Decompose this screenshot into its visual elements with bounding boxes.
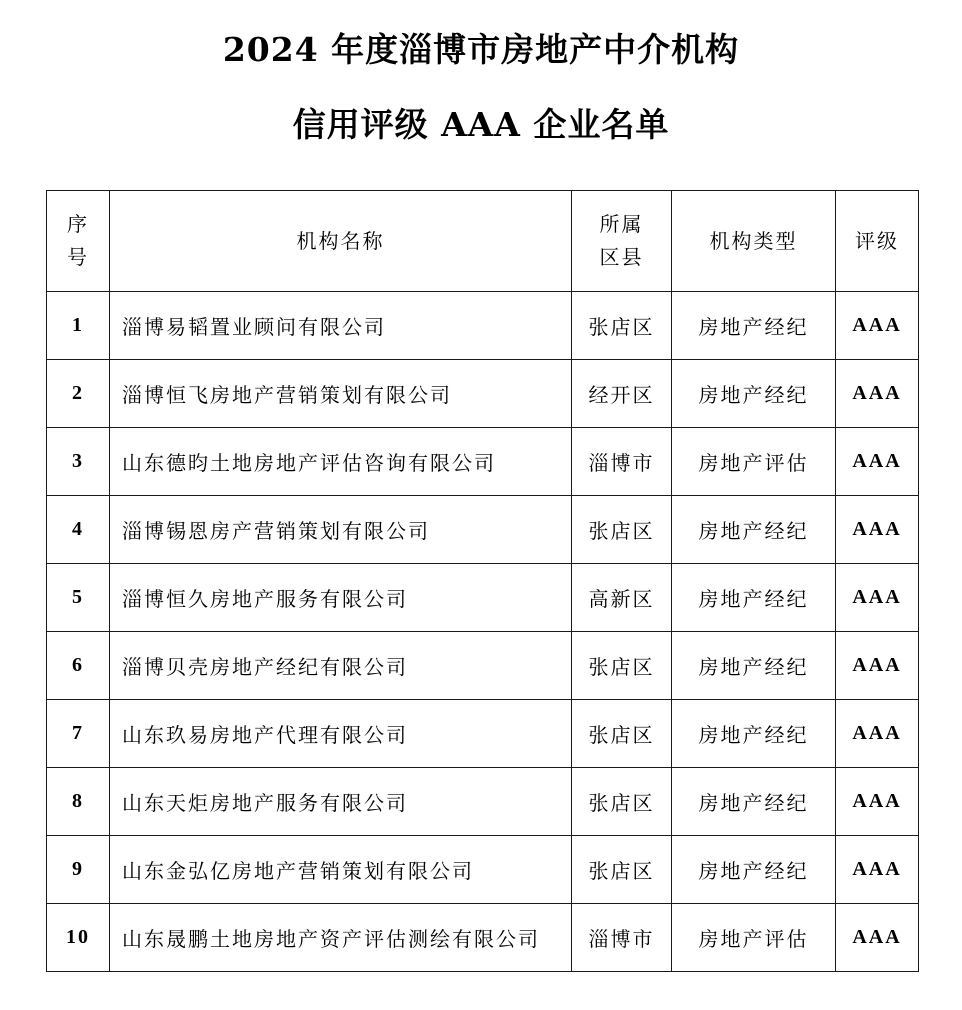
row-rating: AAA [836,496,919,564]
table-row [47,564,919,632]
document-title-line-2: 信用评级 AAA 企业名单 [292,105,670,144]
row-company-name: 山东玖易房地产代理有限公司 [110,700,572,768]
row-serial-number: 4 [47,496,110,564]
row-district: 张店区 [572,632,672,700]
table-header-row [47,191,919,292]
table-row [47,292,919,360]
row-serial-number: 10 [47,904,110,972]
row-district: 张店区 [572,700,672,768]
row-rating: AAA [836,428,919,496]
header-company-name: 机构名称 [110,191,572,292]
row-company-type: 房地产经纪 [672,564,836,632]
row-company-name: 淄博恒久房地产服务有限公司 [110,564,572,632]
row-rating: AAA [836,836,919,904]
row-company-name: 山东晟鹏土地房地产资产评估测绘有限公司 [110,904,572,972]
table-row [47,904,919,972]
row-rating: AAA [836,360,919,428]
table-row [47,836,919,904]
table-row [47,768,919,836]
row-rating: AAA [836,768,919,836]
row-serial-number: 3 [47,428,110,496]
row-company-name: 淄博易韬置业顾问有限公司 [110,292,572,360]
row-district: 高新区 [572,564,672,632]
row-company-name: 淄博贝壳房地产经纪有限公司 [110,632,572,700]
header-district-part-1: 所属 [599,212,644,236]
row-district: 张店区 [572,768,672,836]
header-district-part-2: 区县 [599,245,644,269]
row-company-type: 房地产经纪 [672,700,836,768]
row-serial-number: 7 [47,700,110,768]
row-company-name: 山东金弘亿房地产营销策划有限公司 [110,836,572,904]
header-company-type: 机构类型 [672,191,836,292]
header-serial-number-part-2: 号 [67,245,89,269]
row-company-type: 房地产经纪 [672,632,836,700]
table-row [47,428,919,496]
row-district: 经开区 [572,360,672,428]
header-rating: 评级 [836,191,919,292]
row-company-type: 房地产经纪 [672,360,836,428]
row-rating: AAA [836,632,919,700]
row-serial-number: 9 [47,836,110,904]
row-company-type: 房地产经纪 [672,836,836,904]
table-row [47,496,919,564]
row-serial-number: 1 [47,292,110,360]
row-serial-number: 8 [47,768,110,836]
row-company-type: 房地产经纪 [672,292,836,360]
row-district: 淄博市 [572,428,672,496]
row-company-name: 山东德昀土地房地产评估咨询有限公司 [110,428,572,496]
row-company-name: 山东天炬房地产服务有限公司 [110,768,572,836]
row-district: 张店区 [572,836,672,904]
row-district: 张店区 [572,496,672,564]
table-row [47,360,919,428]
header-serial-number [47,191,110,292]
row-rating: AAA [836,292,919,360]
row-company-type: 房地产评估 [672,904,836,972]
row-company-type: 房地产经纪 [672,496,836,564]
document-title-line-1: 2024 年度淄博市房地产中介机构 [222,30,740,69]
header-district [572,191,672,292]
header-serial-number-part-1: 序 [67,212,89,236]
row-serial-number: 2 [47,360,110,428]
aaa-company-table [46,190,919,972]
row-district: 淄博市 [572,904,672,972]
row-district: 张店区 [572,292,672,360]
row-serial-number: 5 [47,564,110,632]
row-rating: AAA [836,700,919,768]
row-rating: AAA [836,564,919,632]
row-company-type: 房地产评估 [672,428,836,496]
row-company-type: 房地产经纪 [672,768,836,836]
table-row [47,700,919,768]
row-rating: AAA [836,904,919,972]
row-serial-number: 6 [47,632,110,700]
row-company-name: 淄博恒飞房地产营销策划有限公司 [110,360,572,428]
row-company-name: 淄博锡恩房产营销策划有限公司 [110,496,572,564]
table-row [47,632,919,700]
